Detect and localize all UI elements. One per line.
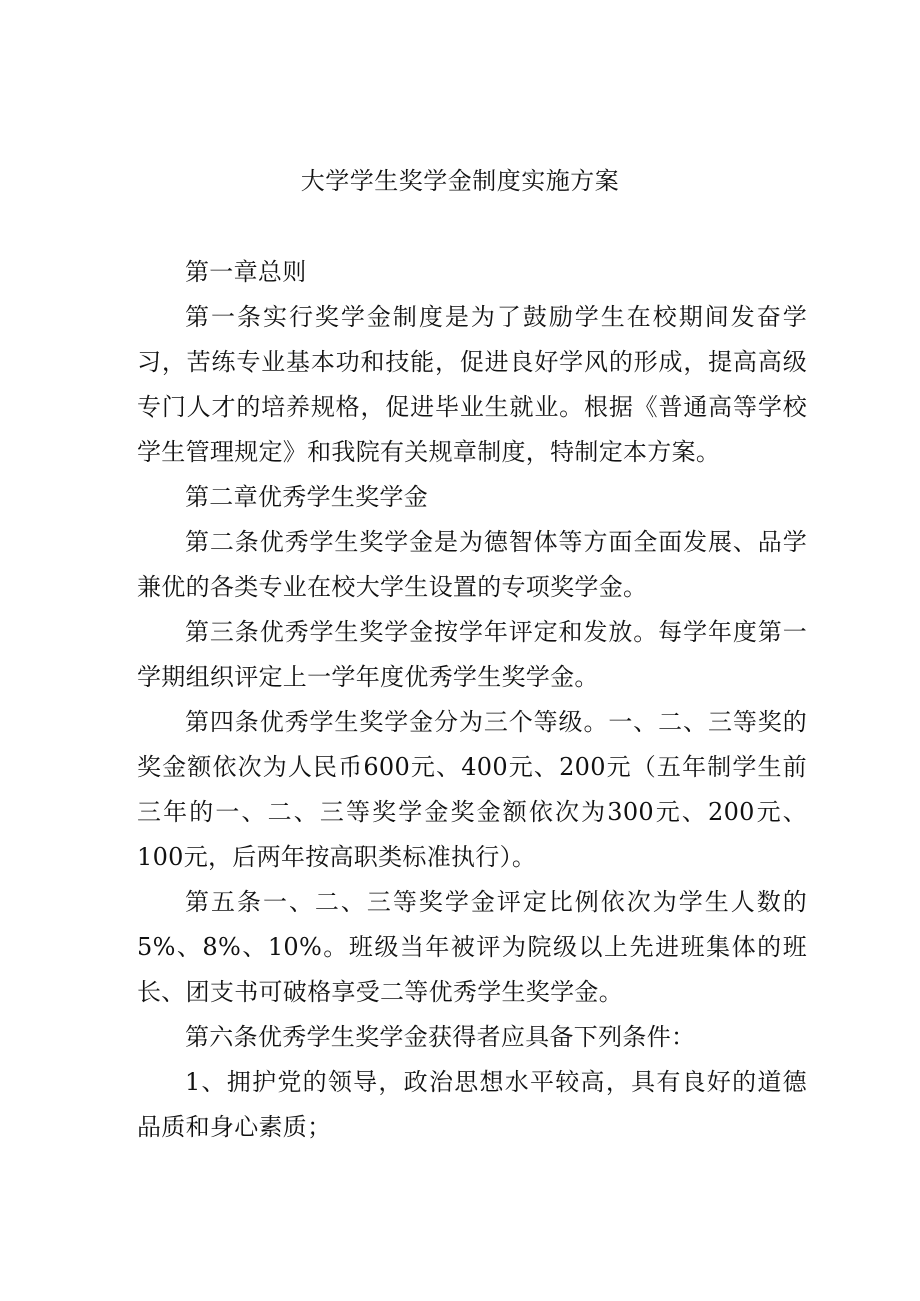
chapter-heading-1: 第一章总则: [185, 258, 307, 286]
article-paragraph: 第二条优秀学生奖学金是为德智体等方面全面发展、品学兼优的各类专业在校大学生设置的专项奖学金。: [137, 528, 807, 601]
article-paragraph: 第四条优秀学生奖学金分为三个等级。一、二、三等奖的奖金额依次为人民币600元、400元、200元（五年制学生前三年的一、二、三等奖学金奖金额依次为300元、200元、100元，后两年按高职类标准执行）。: [137, 708, 807, 871]
document-body: [137, 250, 807, 1150]
chapter-heading-2: 第二章优秀学生奖学金: [185, 483, 428, 511]
article-paragraph: 第五条一、二、三等奖学金评定比例依次为学生人数的5%、8%、10%。班级当年被评为院级以上先进班集体的班长、团支书可破格享受二等优秀学生奖学金。: [137, 888, 807, 1006]
list-item-paragraph: 1、拥护党的领导，政治思想水平较高，具有良好的道德品质和身心素质；: [137, 1068, 807, 1141]
document-title: 大学学生奖学金制度实施方案: [300, 167, 620, 195]
article-paragraph: 第三条优秀学生奖学金按学年评定和发放。每学年度第一学期组织评定上一学年度优秀学生奖学金。: [137, 618, 807, 691]
article-paragraph: 第六条优秀学生奖学金获得者应具备下列条件：: [185, 1023, 696, 1051]
article-paragraph: 第一条实行奖学金制度是为了鼓励学生在校期间发奋学习，苦练专业基本功和技能，促进良好学风的形成，提高高级专门人才的培养规格，促进毕业生就业。根据《普通高等学校学生管理规定》和我院有关规章制度，特制定本方案。: [137, 303, 807, 466]
